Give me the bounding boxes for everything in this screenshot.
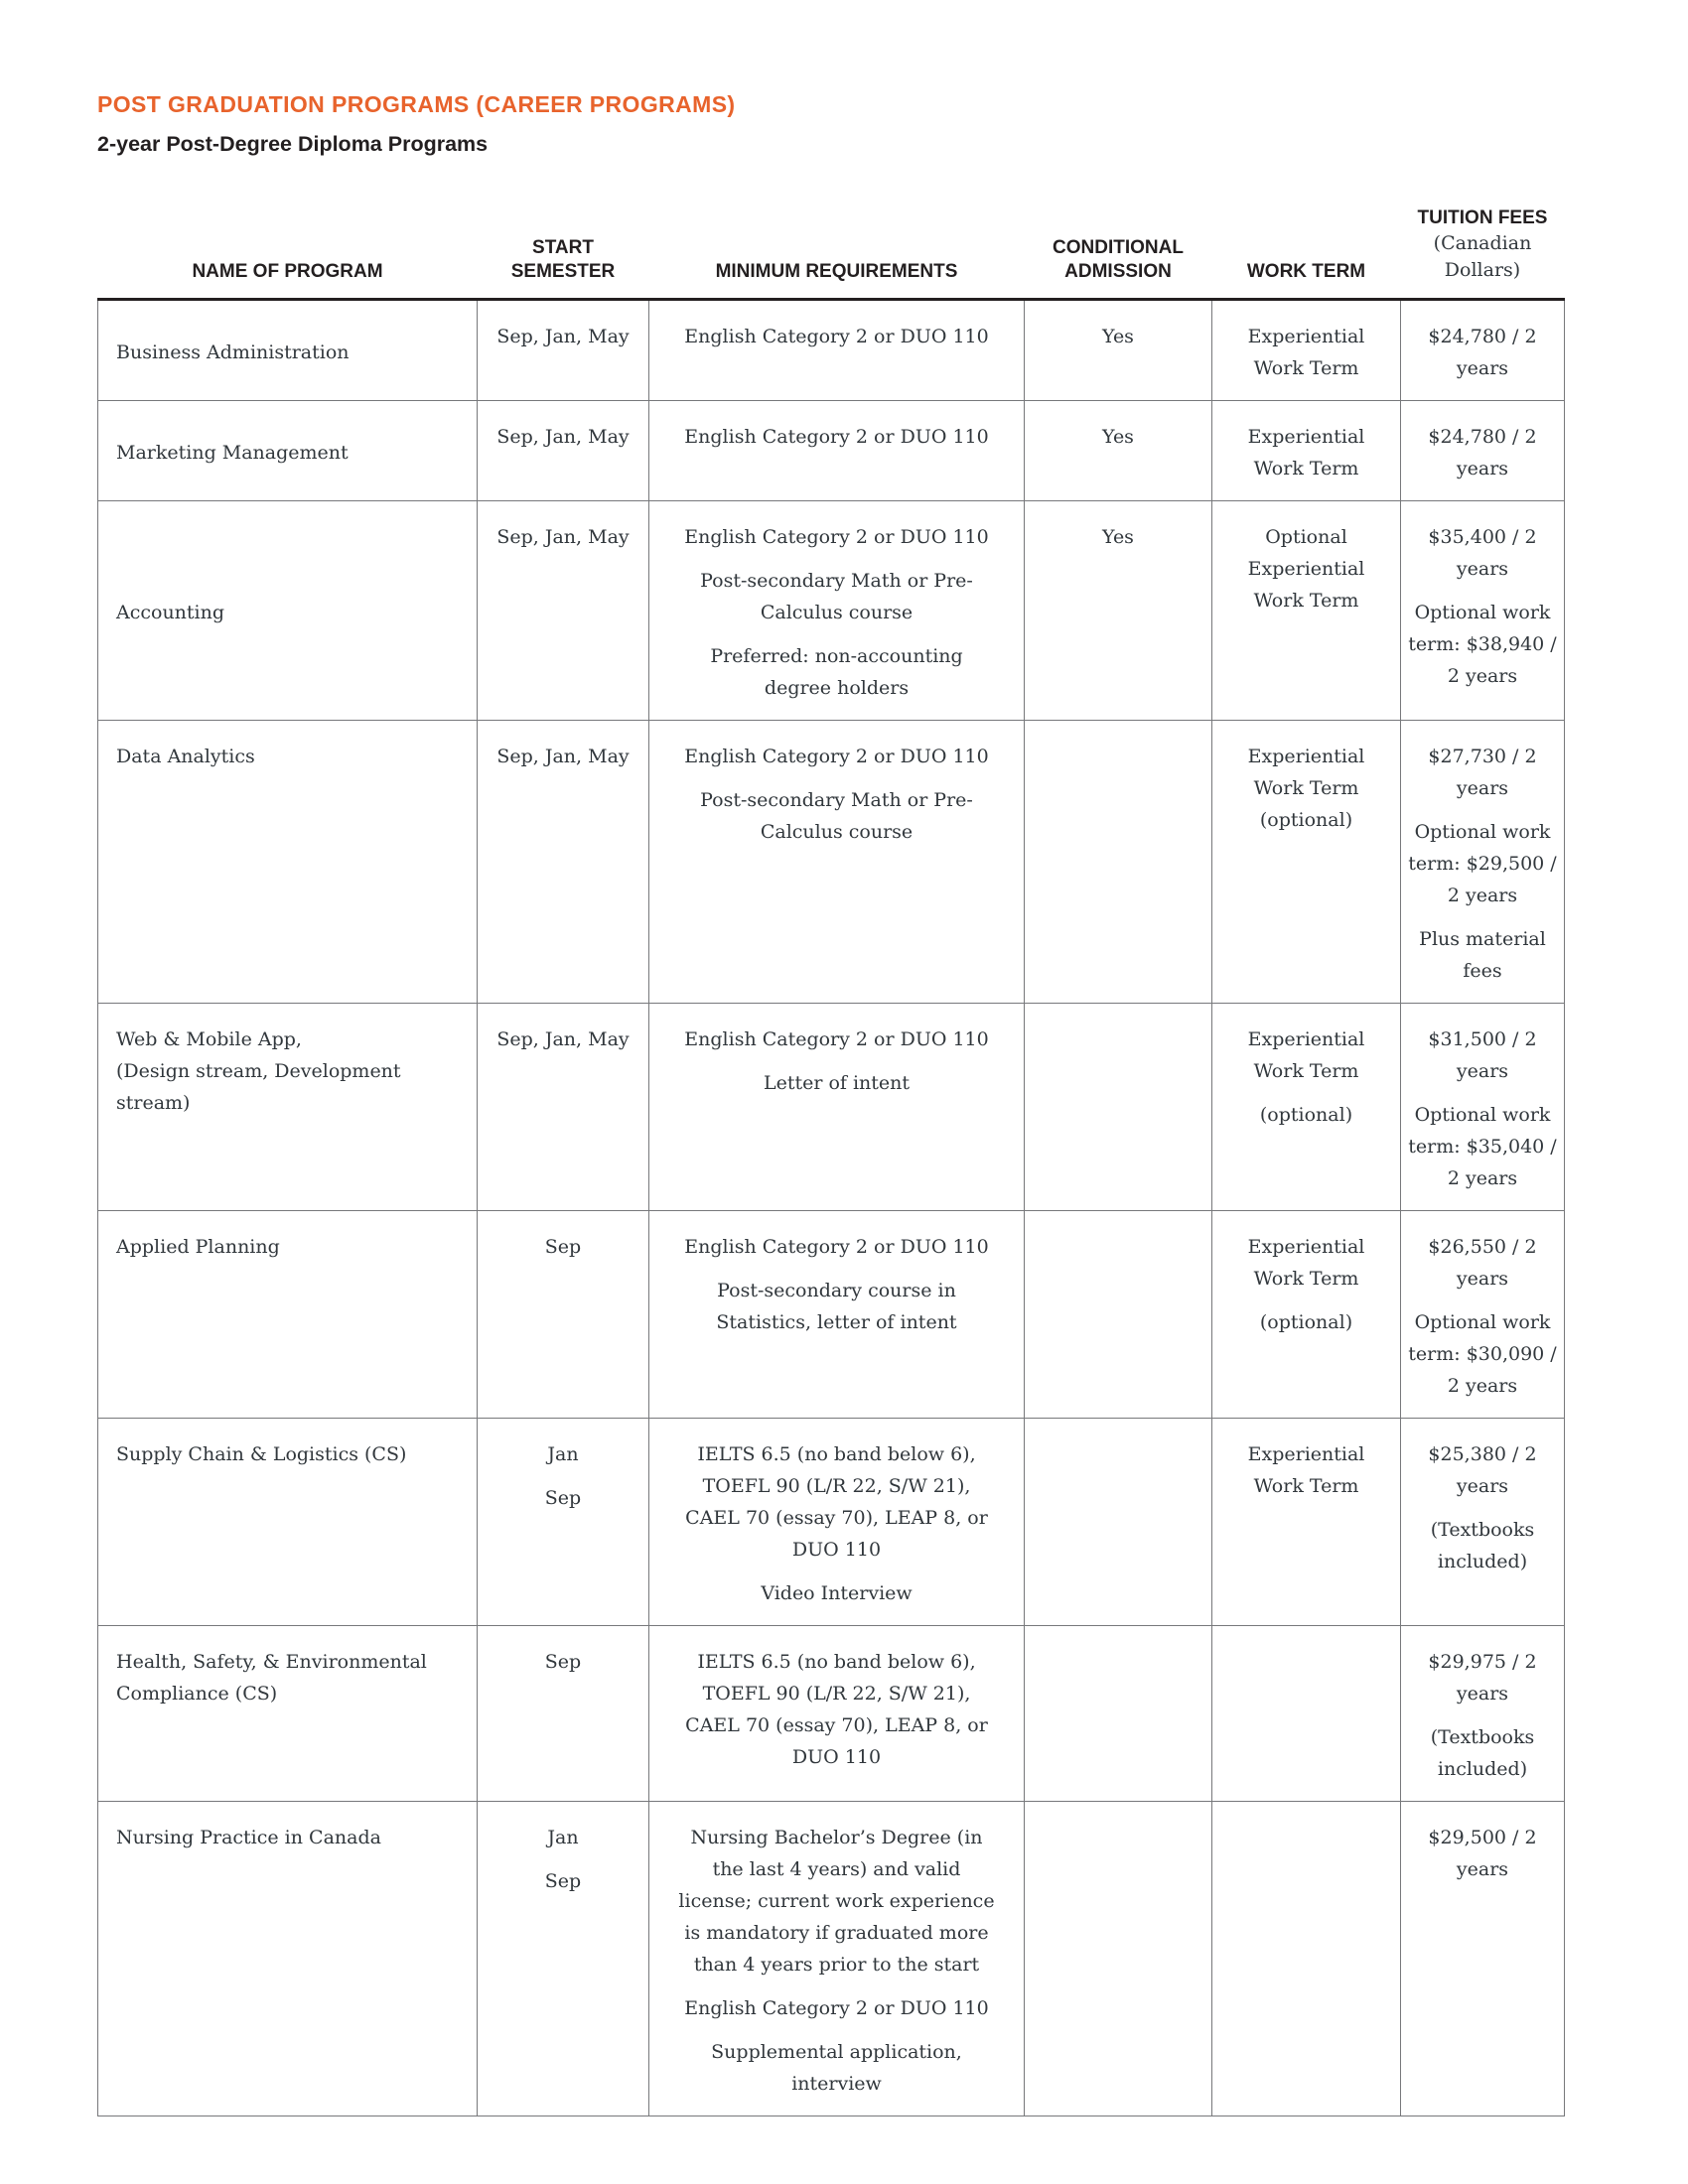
cell-tuition-fees (1401, 401, 1565, 501)
text-line: Sep, Jan, May (496, 426, 630, 448)
cell-tuition-fees (1401, 1626, 1565, 1802)
text-line: $26,550 / 2 years (1428, 1236, 1537, 1290)
text-line: $25,380 / 2 years (1428, 1443, 1537, 1497)
text-line: Jan (547, 1827, 579, 1848)
table-row (98, 1626, 1565, 1802)
table-row (98, 1211, 1565, 1419)
text-line: Sep (544, 1236, 582, 1258)
text-line: (optional) (1259, 1104, 1353, 1126)
cell-tuition-fees (1401, 721, 1565, 1004)
text-line: Post-secondary course in Statistics, letter of intent (716, 1280, 957, 1333)
cell-program-name (98, 401, 478, 501)
text-line: Data Analytics (116, 746, 255, 767)
cell-program-name (98, 501, 478, 721)
cell-minimum-requirements (649, 1004, 1025, 1211)
text-line: Experiential Work Term (1247, 326, 1365, 379)
text-line: Experiential Work Term (1247, 1443, 1365, 1497)
cell-conditional-admission: Yes (1025, 401, 1212, 501)
text-line: Experiential Work Term (1247, 426, 1365, 479)
cell-start-semester (478, 300, 649, 401)
cell-start-semester (478, 721, 649, 1004)
text-line: Sep (544, 1651, 582, 1673)
cell-program-name (98, 300, 478, 401)
cell-start-semester (478, 401, 649, 501)
table-row (98, 300, 1565, 401)
table-row (98, 501, 1565, 721)
text-line: Accounting (116, 602, 225, 623)
text-line: Letter of intent (763, 1072, 911, 1094)
text-line: Post-secondary Math or Pre-Calculus course (700, 789, 973, 843)
text-line: Sep, Jan, May (496, 1028, 630, 1050)
text-line: English Category 2 or DUO 110 (684, 1236, 989, 1258)
text-line: Business Administration (116, 341, 350, 363)
text-line: $24,780 / 2 years (1428, 326, 1537, 379)
cell-program-name (98, 1211, 478, 1419)
cell-start-semester (478, 1211, 649, 1419)
text-line: $27,730 / 2 years (1428, 746, 1537, 799)
programs-table (97, 199, 1565, 2116)
text-line: Experiential Work Term (1247, 1028, 1365, 1082)
cell-tuition-fees (1401, 1004, 1565, 1211)
text-line: Optional work term: $38,940 / 2 years (1408, 602, 1557, 687)
text-line: Nursing Bachelor’s Degree (in the last 4 years) and valid license; current work experience is mandatory if graduated more than 4 years prior to the start (678, 1827, 995, 1976)
text-line: English Category 2 or DUO 110 (684, 526, 989, 548)
text-line: Post-secondary Math or Pre-Calculus course (700, 570, 973, 623)
text-line: Optional Experiential Work Term (1247, 526, 1365, 612)
cell-tuition-fees (1401, 1211, 1565, 1419)
cell-program-name (98, 1626, 478, 1802)
text-line: (optional) (1259, 1311, 1353, 1333)
text-line: $35,400 / 2 years (1428, 526, 1537, 580)
cell-work-term (1212, 1211, 1401, 1419)
table-row (98, 401, 1565, 501)
text-line: Sep, Jan, May (496, 746, 630, 767)
table-row (98, 1419, 1565, 1626)
table-row (98, 1802, 1565, 2116)
text-line: $29,975 / 2 years (1428, 1651, 1537, 1705)
text-line: Marketing Management (116, 442, 349, 464)
text-line: IELTS 6.5 (no band below 6), TOEFL 90 (L/R 22, S/W 21), CAEL 70 (essay 70), LEAP 8, or DUO 110 (685, 1651, 988, 1768)
cell-minimum-requirements (649, 1419, 1025, 1626)
text-line: Optional work term: $29,500 / 2 years (1408, 821, 1557, 906)
text-line: English Category 2 or DUO 110 (684, 1997, 989, 2019)
cell-conditional-admission: Yes (1025, 501, 1212, 721)
cell-work-term (1212, 1419, 1401, 1626)
cell-minimum-requirements (649, 501, 1025, 721)
cell-work-term (1212, 721, 1401, 1004)
text-line: Optional work term: $30,090 / 2 years (1408, 1311, 1557, 1397)
text-line: Jan (547, 1443, 579, 1465)
cell-start-semester (478, 1626, 649, 1802)
cell-tuition-fees (1401, 1419, 1565, 1626)
cell-start-semester (478, 1419, 649, 1626)
text-line: Health, Safety, & Environmental Compliance (CS) (116, 1651, 427, 1705)
text-line: Experiential Work Term (optional) (1247, 746, 1365, 831)
cell-work-term (1212, 300, 1401, 401)
cell-conditional-admission (1025, 1802, 1212, 2116)
cell-conditional-admission (1025, 721, 1212, 1004)
table-row (98, 721, 1565, 1004)
cell-conditional-admission (1025, 1211, 1212, 1419)
cell-minimum-requirements (649, 721, 1025, 1004)
cell-work-term (1212, 1626, 1401, 1802)
table-header (98, 199, 1565, 300)
text-line: English Category 2 or DUO 110 (684, 326, 989, 347)
table-row (98, 1004, 1565, 1211)
column-header-name-of-program: NAME OF PROGRAM (192, 261, 383, 282)
text-line: Sep (544, 1870, 582, 1892)
cell-work-term (1212, 1802, 1401, 2116)
text-line: Nursing Practice in Canada (116, 1827, 381, 1848)
cell-conditional-admission (1025, 1004, 1212, 1211)
cell-minimum-requirements (649, 1626, 1025, 1802)
cell-tuition-fees (1401, 300, 1565, 401)
text-line: Optional work term: $35,040 / 2 years (1408, 1104, 1557, 1189)
text-line: Supply Chain & Logistics (CS) (116, 1443, 407, 1465)
cell-minimum-requirements (649, 1802, 1025, 2116)
page-subtitle: 2-year Post-Degree Diploma Programs (97, 132, 489, 156)
text-line: (Textbooks included) (1430, 1519, 1535, 1572)
cell-start-semester (478, 1802, 649, 2116)
text-line: Preferred: non-accounting degree holders (710, 645, 963, 699)
cell-start-semester (478, 1004, 649, 1211)
text-line: Video Interview (761, 1582, 913, 1604)
cell-program-name (98, 1419, 478, 1626)
text-line: Web & Mobile App, (116, 1028, 302, 1050)
text-line: Supplemental application, interview (711, 2041, 962, 2095)
text-line: Sep, Jan, May (496, 326, 630, 347)
text-line: English Category 2 or DUO 110 (684, 426, 989, 448)
table-body (98, 300, 1565, 2116)
header-row (98, 199, 1565, 300)
text-line: Sep, Jan, May (496, 526, 630, 548)
text-line: Plus material fees (1419, 928, 1546, 982)
cell-work-term (1212, 401, 1401, 501)
text-line: (Design stream, Development stream) (116, 1060, 401, 1114)
cell-conditional-admission (1025, 1419, 1212, 1626)
cell-minimum-requirements (649, 401, 1025, 501)
cell-start-semester (478, 501, 649, 721)
cell-program-name (98, 1802, 478, 2116)
text-line: $24,780 / 2 years (1428, 426, 1537, 479)
cell-conditional-admission (1025, 1626, 1212, 1802)
text-line: $29,500 / 2 years (1428, 1827, 1537, 1880)
column-header-conditional-admission: CONDITIONAL ADMISSION (1053, 237, 1184, 282)
text-line: (Textbooks included) (1430, 1726, 1535, 1780)
cell-work-term (1212, 501, 1401, 721)
page-title: POST GRADUATION PROGRAMS (CAREER PROGRAMS) (97, 91, 736, 117)
column-header-work-term: WORK TERM (1246, 261, 1366, 282)
tuition-fees-sublabel: (Canadian Dollars) (1433, 232, 1532, 281)
text-line: Sep (544, 1487, 582, 1509)
cell-minimum-requirements (649, 1211, 1025, 1419)
cell-minimum-requirements (649, 300, 1025, 401)
text-line: IELTS 6.5 (no band below 6), TOEFL 90 (L/R 22, S/W 21), CAEL 70 (essay 70), LEAP 8, or DUO 110 (685, 1443, 988, 1561)
cell-work-term (1212, 1004, 1401, 1211)
column-header-tuition-fees (1401, 199, 1565, 300)
text-line: Experiential Work Term (1247, 1236, 1365, 1290)
text-line: Applied Planning (116, 1236, 280, 1258)
text-line: English Category 2 or DUO 110 (684, 1028, 989, 1050)
tuition-fees-label: TUITION FEES (1417, 207, 1548, 228)
text-line: English Category 2 or DUO 110 (684, 746, 989, 767)
column-header-minimum-requirements: MINIMUM REQUIREMENTS (715, 261, 958, 282)
column-header-start-semester: START SEMESTER (510, 237, 616, 282)
cell-tuition-fees (1401, 1802, 1565, 2116)
cell-program-name (98, 721, 478, 1004)
cell-program-name (98, 1004, 478, 1211)
cell-tuition-fees (1401, 501, 1565, 721)
text-line: $31,500 / 2 years (1428, 1028, 1537, 1082)
cell-conditional-admission: Yes (1025, 300, 1212, 401)
